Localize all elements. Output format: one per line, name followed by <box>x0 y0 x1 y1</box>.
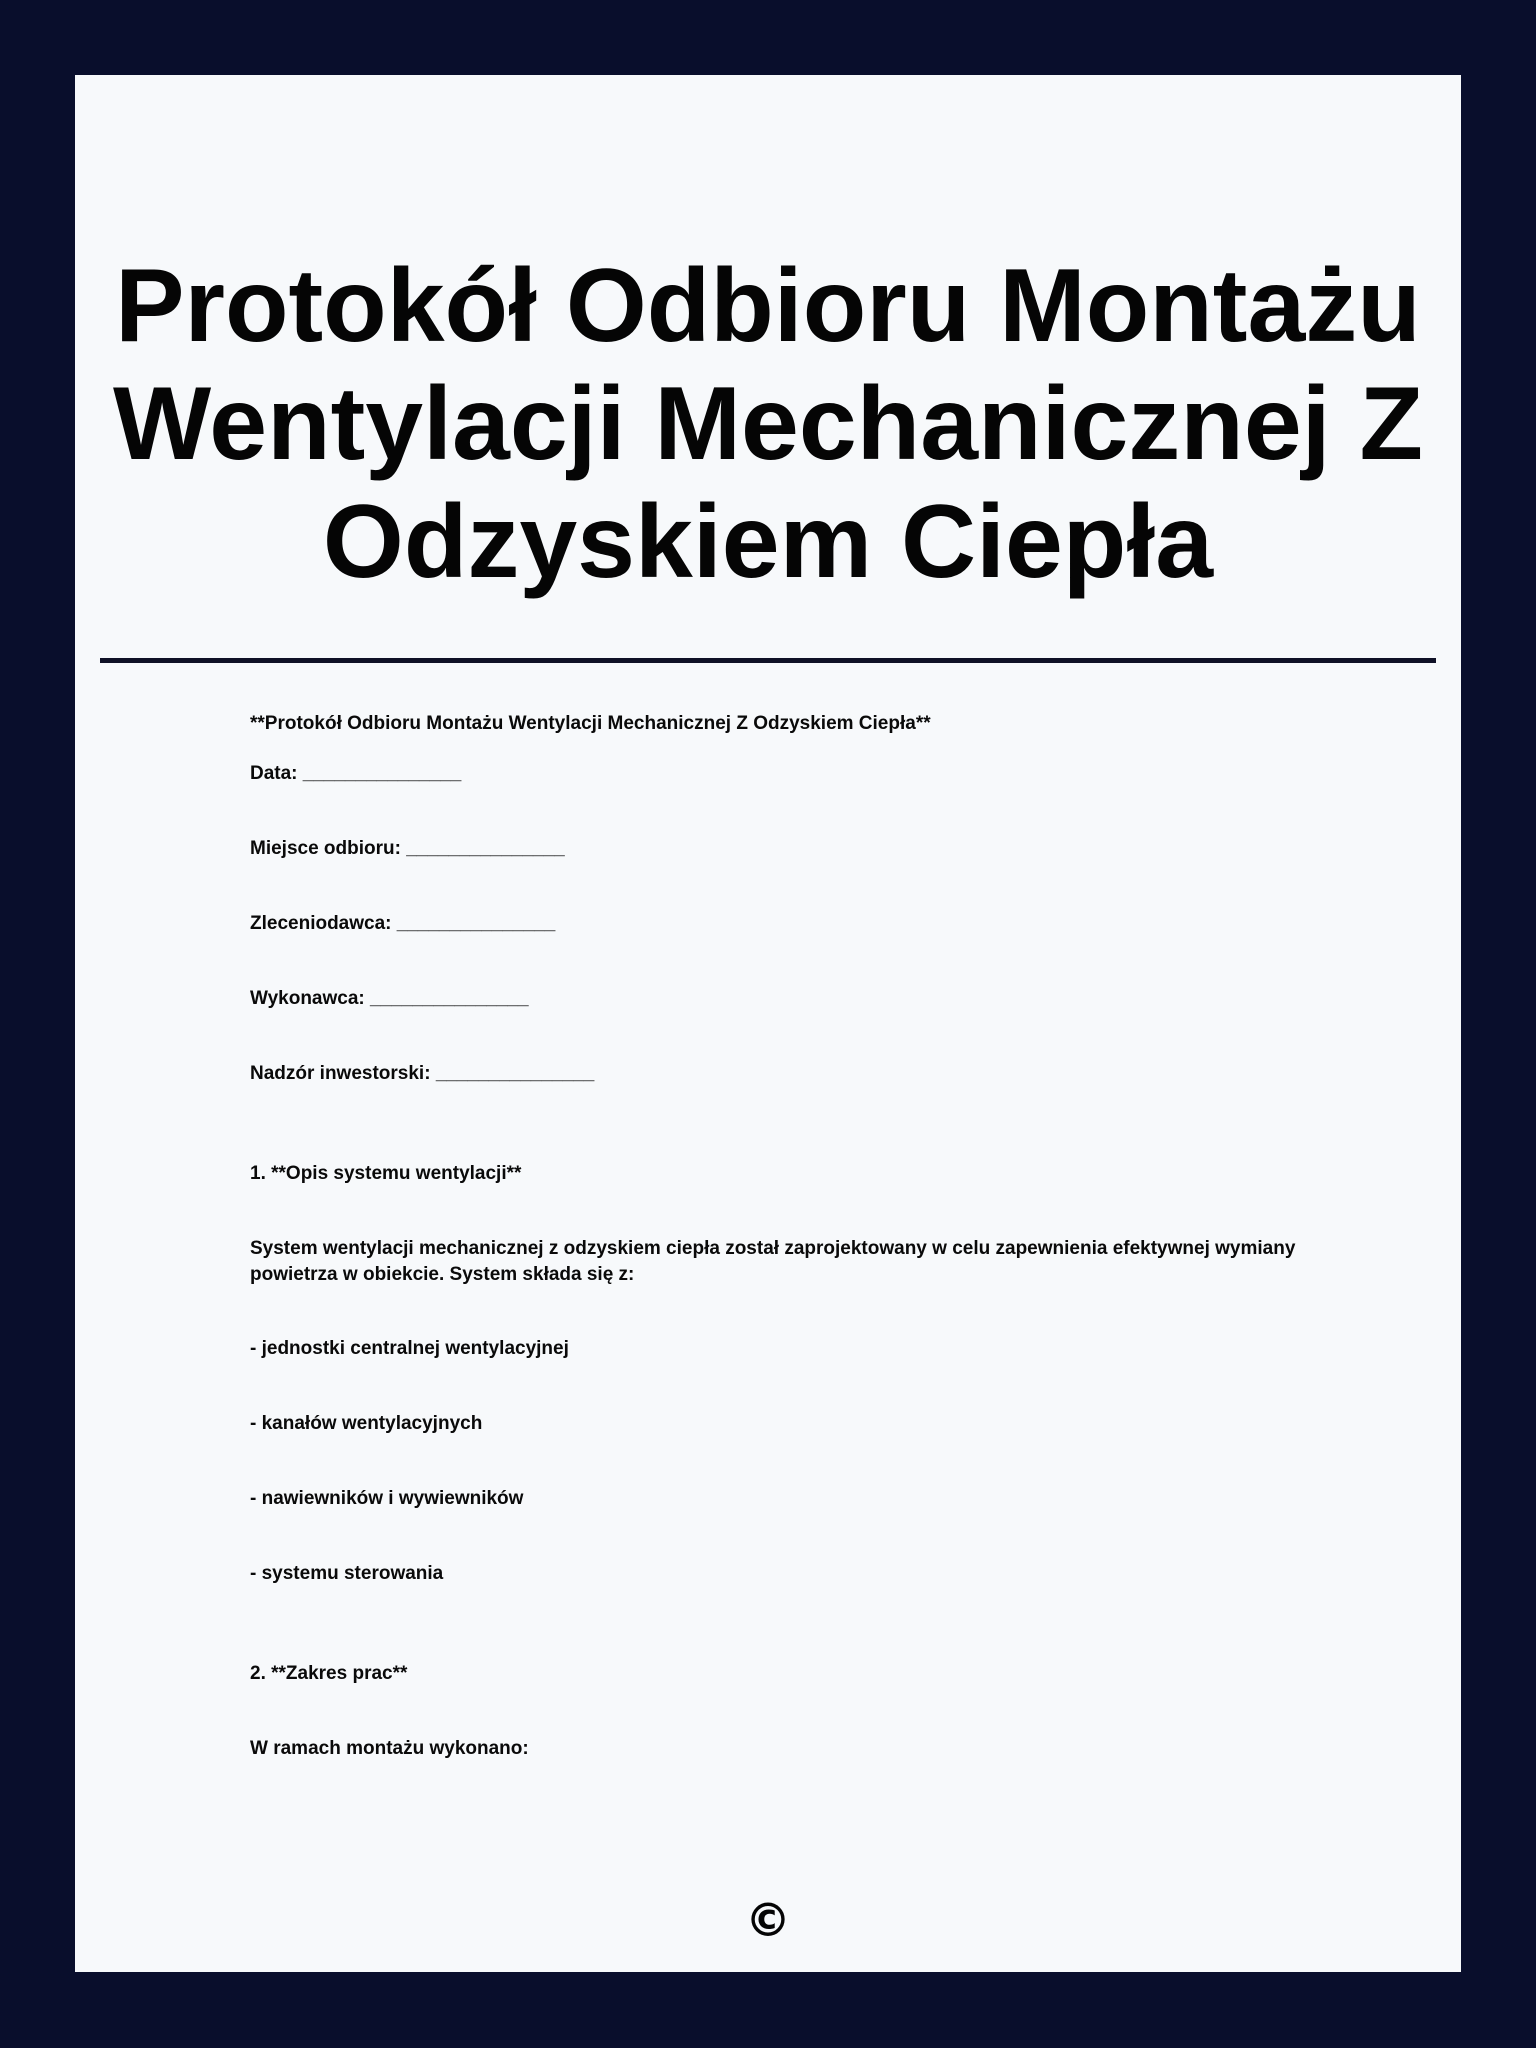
list-item: - jednostki centralnej wentylacyjnej <box>250 1338 569 1359</box>
field-contractor: Wykonawca: _______________ <box>250 988 529 1009</box>
list-item: - systemu sterowania <box>250 1563 444 1584</box>
field-supervision: Nadzór inwestorski: _______________ <box>250 1063 595 1084</box>
field-client: Zleceniodawca: _______________ <box>250 913 556 934</box>
section-2-text: W ramach montażu wykonano: <box>250 1738 529 1759</box>
section-1-heading: 1. **Opis systemu wentylacji** <box>250 1163 522 1184</box>
list-item: - nawiewników i wywiewników <box>250 1488 524 1509</box>
section-2-heading: 2. **Zakres prac** <box>250 1663 408 1684</box>
document-title: Protokół Odbioru Montażu Wentylacji Mechanicznej Z Odzyskiem Ciepła <box>112 248 1423 600</box>
field-place: Miejsce odbioru: _______________ <box>250 838 565 859</box>
copyright-icon: © <box>745 1893 791 1947</box>
section-1-text: System wentylacji mechanicznej z odzyskiem ciepła został zaprojektowany w celu zapewnienia efektywnej wymiany powietrza w obiekcie. System składa się z: <box>250 1238 1296 1285</box>
document-heading: **Protokół Odbioru Montażu Wentylacji Mechanicznej Z Odzyskiem Ciepła** <box>250 713 931 734</box>
field-date: Data: _______________ <box>250 763 462 784</box>
document-page <box>75 75 1461 1972</box>
title-divider <box>100 658 1436 663</box>
list-item: - kanałów wentylacyjnych <box>250 1413 483 1434</box>
